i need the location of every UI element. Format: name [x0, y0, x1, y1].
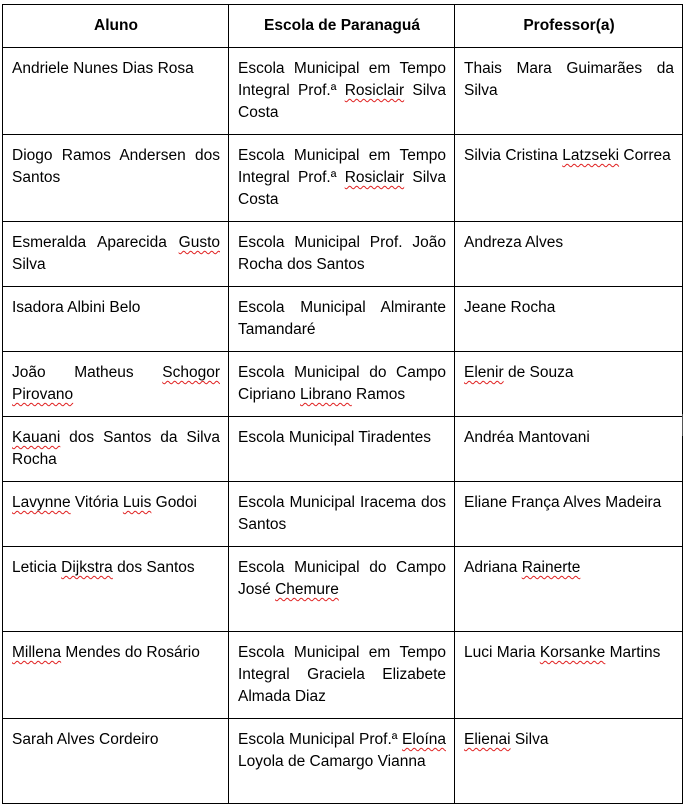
- cell-text: Escola Municipal do Campo Cipriano: [238, 364, 446, 403]
- cell-aluno: [3, 222, 229, 287]
- cell-text: Loyola de Camargo Vianna: [238, 753, 426, 770]
- cell-escola: [229, 222, 455, 287]
- cell-text: Vitória: [70, 494, 123, 511]
- cell-escola: [229, 352, 455, 417]
- cell-professor: [455, 287, 683, 352]
- cell-text: Sarah Alves Cordeiro: [12, 731, 159, 748]
- table-row: [3, 222, 683, 287]
- students-table: [2, 4, 683, 804]
- cell-text: Andriele Nunes Dias Rosa: [12, 60, 194, 77]
- cell-text: Escola Municipal Tiradentes: [238, 429, 431, 446]
- cell-text: Jeane Rocha: [464, 299, 556, 316]
- cell-professor: [455, 135, 683, 222]
- table-row: [3, 352, 683, 417]
- cell-text: Esmeralda Aparecida: [12, 234, 179, 251]
- cell-text: Escola Municipal em Tempo Integral Graciela Elizabete Almada Diaz: [238, 644, 446, 705]
- cell-text: Ramos: [351, 386, 406, 403]
- cell-aluno: [3, 48, 229, 135]
- table-row: [3, 719, 683, 804]
- spellcheck-word: Elenir: [464, 364, 504, 381]
- spellcheck-word: Lavynne: [12, 494, 71, 511]
- spellcheck-word: Librano: [300, 386, 352, 403]
- table-row: [3, 417, 683, 482]
- spellcheck-word: Chemure: [275, 581, 339, 598]
- cell-professor: [455, 222, 683, 287]
- cell-text: Diogo Ramos Andersen dos Santos: [12, 147, 220, 186]
- cell-text: Luci Maria: [464, 644, 540, 661]
- cell-professor: [455, 352, 683, 417]
- cell-aluno: [3, 547, 229, 632]
- spellcheck-word: Pirovano: [12, 386, 74, 403]
- cell-professor: [455, 547, 683, 632]
- cell-escola: [229, 719, 455, 804]
- table-row: [3, 482, 683, 547]
- cell-text: Adriana: [464, 559, 522, 576]
- cell-text: Silva Costa: [238, 169, 446, 208]
- cell-aluno: [3, 417, 229, 482]
- spellcheck-word: Eloína: [402, 731, 446, 748]
- cell-text: Escola Municipal Prof. João Rocha dos Santos: [238, 234, 446, 273]
- cell-text: Eliane França Alves Madeira: [464, 494, 662, 511]
- table-row: [3, 632, 683, 719]
- spellcheck-word: Luis: [122, 494, 152, 511]
- spellcheck-word: Millena: [12, 644, 62, 661]
- cell-text: Escola Municipal em Tempo Integral Prof.ª: [238, 60, 446, 99]
- cell-text: Escola Municipal Iracema dos Santos: [238, 494, 446, 533]
- cell-escola: [229, 417, 455, 482]
- cell-text: Isadora Albini Belo: [12, 299, 141, 316]
- spellcheck-word: Schogor: [162, 364, 220, 381]
- table-row: [3, 48, 683, 135]
- cell-escola: [229, 547, 455, 632]
- cell-escola: [229, 287, 455, 352]
- table-header-row: [3, 5, 683, 48]
- table-row: [3, 135, 683, 222]
- spellcheck-word: Rosiclair: [344, 169, 405, 186]
- cell-escola: [229, 48, 455, 135]
- header-escola: Escola de Paranaguá: [229, 5, 455, 48]
- table-row: [3, 287, 683, 352]
- cell-professor: [455, 417, 683, 482]
- cell-aluno: [3, 352, 229, 417]
- cell-text: Correa: [619, 147, 671, 164]
- cell-text: de Souza: [503, 364, 574, 381]
- cell-text: João Matheus: [12, 364, 163, 381]
- spellcheck-word: Rainerte: [521, 559, 581, 576]
- cell-text: Leticia: [12, 559, 62, 576]
- cell-aluno: [3, 135, 229, 222]
- spellcheck-word: Elienai: [464, 731, 511, 748]
- cell-escola: [229, 482, 455, 547]
- cell-text: Silva Costa: [238, 82, 446, 121]
- cell-text: Escola Municipal em Tempo Integral Prof.ª: [238, 147, 446, 186]
- cell-text: Silva: [510, 731, 549, 748]
- table-body: [3, 48, 683, 804]
- spellcheck-word: Kauani: [12, 429, 61, 446]
- cell-text: Martins: [605, 644, 661, 661]
- cell-professor: [455, 48, 683, 135]
- cell-text: Andreza Alves: [464, 234, 564, 251]
- table-row: [3, 547, 683, 632]
- cell-text: Silva: [12, 256, 46, 273]
- cell-aluno: [3, 482, 229, 547]
- cell-text: Thais Mara Guimarães da Silva: [464, 60, 674, 99]
- cell-professor: [455, 632, 683, 719]
- spellcheck-word: Gusto: [178, 234, 220, 251]
- spellcheck-word: Latzseki: [562, 147, 620, 164]
- cell-text: dos Santos: [112, 559, 195, 576]
- cell-aluno: [3, 287, 229, 352]
- spellcheck-word: Dijkstra: [61, 559, 113, 576]
- cell-escola: [229, 135, 455, 222]
- cell-aluno: [3, 632, 229, 719]
- cell-aluno: [3, 719, 229, 804]
- cell-professor: [455, 719, 683, 804]
- spellcheck-word: Rosiclair: [344, 82, 405, 99]
- cell-text: Escola Municipal Prof.ª: [238, 731, 403, 748]
- cell-text: Andréa Mantovani: [464, 429, 590, 446]
- cell-text: Godoi: [151, 494, 197, 511]
- header-aluno: Aluno: [3, 5, 229, 48]
- spellcheck-word: Korsanke: [539, 644, 606, 661]
- cell-text: Mendes do Rosário: [61, 644, 200, 661]
- cell-text: dos Santos da Silva Rocha: [12, 429, 220, 468]
- cell-escola: [229, 632, 455, 719]
- header-professor: Professor(a): [455, 5, 683, 48]
- cell-text: Escola Municipal do Campo José: [238, 559, 446, 598]
- cell-text: Silvia Cristina: [464, 147, 563, 164]
- cell-text: Escola Municipal Almirante Tamandaré: [238, 299, 446, 338]
- cell-professor: [455, 482, 683, 547]
- text-cursor-marker: [682, 414, 683, 436]
